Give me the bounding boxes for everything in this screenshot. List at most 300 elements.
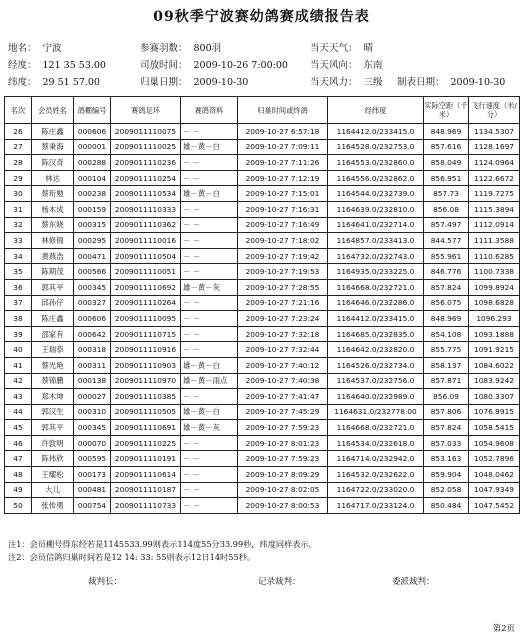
cell-arrival-time: 2009-10-27 7:23:24 [238, 311, 328, 327]
cell-distance: 856.075 [424, 295, 469, 311]
cell-member-name: 陈期茂 [32, 264, 74, 280]
cell-pigeon-info: － － [181, 264, 238, 280]
cell-arrival-time: 2009-10-27 7:41:47 [238, 389, 328, 405]
cell-member-name: 郭汉生 [32, 404, 74, 420]
cell-pigeon-info: － － [181, 389, 238, 405]
cell-loft-id: 000606 [74, 311, 111, 327]
cell-loft-id: 000345 [74, 420, 111, 436]
latitude-label: 纬度： [8, 77, 37, 88]
cell-rank: 37 [5, 295, 32, 311]
cell-distance: 844.577 [424, 233, 469, 249]
cell-speed: 1047.9349 [469, 482, 520, 498]
cell-distance: 848.969 [424, 311, 469, 327]
header-arrival-time: 归巢时间或终鸽 [238, 97, 328, 124]
cell-coordinates: 1164646.0/232286.0 [328, 295, 424, 311]
cell-member-name: 蔡秉海 [32, 139, 74, 155]
cell-rank: 35 [5, 264, 32, 280]
cell-speed: 1091.9215 [469, 342, 520, 358]
cell-arrival-time: 2009-10-27 7:59:23 [238, 420, 328, 436]
report-date-label: 制表日期： [397, 77, 445, 88]
cell-arrival-time: 2009-10-27 7:40:38 [238, 373, 328, 389]
table-row [5, 170, 520, 186]
cell-coordinates: 1164639.0/232810.0 [328, 201, 424, 217]
cell-speed: 1134.5307 [469, 124, 520, 140]
cell-pigeon-info: － － [181, 217, 238, 233]
cell-pigeon-info: 雄－黄－白 [181, 186, 238, 202]
delegate-signature-label: 委派裁判： [392, 577, 435, 587]
cell-ring-number: 2009011110691 [111, 420, 181, 436]
cell-loft-id: 000327 [74, 295, 111, 311]
recorder-signature-label: 记录裁判： [258, 577, 301, 587]
cell-rank: 39 [5, 326, 32, 342]
cell-speed: 1098.6828 [469, 295, 520, 311]
cell-pigeon-info: － － [181, 295, 238, 311]
cell-coordinates: 1164631.0/232778.00 [328, 404, 424, 420]
latitude-value: 29 51 57.00 [42, 77, 100, 88]
cell-coordinates: 1164412.0/233415.0 [328, 124, 424, 140]
release-meta [140, 57, 288, 71]
cell-arrival-time: 2009-10-27 7:18:02 [238, 233, 328, 249]
table-row [5, 295, 520, 311]
table-row [5, 186, 520, 202]
cell-arrival-time: 2009-10-27 8:02:05 [238, 482, 328, 498]
cell-rank: 28 [5, 155, 32, 171]
cell-member-name: 林修锦 [32, 233, 74, 249]
cell-coordinates: 1164642.0/232820.0 [328, 342, 424, 358]
cell-speed: 1058.5415 [469, 420, 520, 436]
cell-member-name: 大儿 [32, 482, 74, 498]
cell-arrival-time: 2009-10-27 6:57:18 [238, 124, 328, 140]
cell-coordinates: 1164857.0/233413.0 [328, 233, 424, 249]
page-number: 第2页 [492, 624, 515, 634]
cell-loft-id: 000471 [74, 248, 111, 264]
cell-coordinates: 1164935.0/233225.0 [328, 264, 424, 280]
cell-loft-id: 000070 [74, 435, 111, 451]
cell-pigeon-info: － － [181, 467, 238, 483]
header-loft-id: 鸽棚编号 [74, 97, 111, 124]
cell-speed: 1110.6285 [469, 248, 520, 264]
cell-pigeon-info: － － [181, 248, 238, 264]
wind-force-value: 三级 [363, 77, 383, 88]
cell-rank: 38 [5, 311, 32, 327]
cell-rank: 26 [5, 124, 32, 140]
table-row [5, 155, 520, 171]
cell-ring-number: 2009011110025 [111, 139, 181, 155]
cell-coordinates: 1164685.0/232835.0 [328, 326, 424, 342]
cell-speed: 1115.3894 [469, 201, 520, 217]
cell-coordinates: 1164641.0/232714.0 [328, 217, 424, 233]
table-row [5, 264, 520, 280]
table-row [5, 279, 520, 295]
wind-direction-value: 东南 [363, 60, 383, 71]
cell-arrival-time: 2009-10-27 7:19:53 [238, 264, 328, 280]
cell-pigeon-info: 雄－黄－白 [181, 139, 238, 155]
cell-loft-id: 000311 [74, 357, 111, 373]
cell-coordinates: 1164412.0/233415.0 [328, 311, 424, 327]
cell-coordinates: 1164534.0/232618.0 [328, 435, 424, 451]
wind-force-meta [310, 74, 383, 88]
cell-rank: 31 [5, 201, 32, 217]
cell-arrival-time: 2009-10-27 7:21:16 [238, 295, 328, 311]
cell-speed: 1084.6022 [469, 357, 520, 373]
cell-arrival-time: 2009-10-27 7:32:44 [238, 342, 328, 358]
cell-member-name: 王耀松 [32, 467, 74, 483]
cell-rank: 29 [5, 170, 32, 186]
cell-ring-number: 2009011110075 [111, 124, 181, 140]
cell-coordinates: 1164526.0/232734.0 [328, 357, 424, 373]
cell-coordinates: 1164544.0/232739.0 [328, 186, 424, 202]
header-rank: 名次 [5, 97, 32, 124]
cell-ring-number: 2009011110733 [111, 498, 181, 514]
cell-coordinates: 1164528.0/232753.0 [328, 139, 424, 155]
cell-loft-id: 000566 [74, 264, 111, 280]
cell-arrival-time: 2009-10-27 8:09:29 [238, 467, 328, 483]
return-date-value: 2009-10-30 [193, 77, 249, 88]
cell-loft-id: 000001 [74, 139, 111, 155]
results-table [4, 96, 520, 514]
cell-loft-id: 000754 [74, 498, 111, 514]
location-value: 宁波 [42, 43, 62, 54]
table-row [5, 451, 520, 467]
cell-arrival-time: 2009-10-27 7:16:31 [238, 201, 328, 217]
cell-member-name: 蔡珩勉 [32, 186, 74, 202]
cell-ring-number: 2009011110504 [111, 248, 181, 264]
cell-speed: 1054.9608 [469, 435, 520, 451]
cell-ring-number: 2009011110187 [111, 482, 181, 498]
cell-speed: 1047.5452 [469, 498, 520, 514]
cell-distance: 852.058 [424, 482, 469, 498]
cell-speed: 1124.0964 [469, 155, 520, 171]
cell-distance: 857.824 [424, 279, 469, 295]
cell-member-name: 张传勇 [32, 498, 74, 514]
table-row [5, 342, 520, 358]
cell-ring-number: 2009011110505 [111, 404, 181, 420]
cell-rank: 27 [5, 139, 32, 155]
cell-coordinates: 1164732.0/232743.0 [328, 248, 424, 264]
table-header-row [5, 97, 520, 124]
cell-loft-id: 000027 [74, 389, 111, 405]
cell-coordinates: 1164640.0/232989.0 [328, 389, 424, 405]
cell-speed: 1093.1888 [469, 326, 520, 342]
report-date-value: 2009-10-30 [450, 77, 506, 88]
cell-ring-number: 2009011110051 [111, 264, 181, 280]
cell-arrival-time: 2009-10-27 7:15:01 [238, 186, 328, 202]
cell-rank: 48 [5, 467, 32, 483]
cell-speed: 1080.3307 [469, 389, 520, 405]
location-label: 地名： [8, 43, 37, 54]
cell-ring-number: 2009011110264 [111, 295, 181, 311]
cell-distance: 858.049 [424, 155, 469, 171]
cell-member-name: 郭其平 [32, 279, 74, 295]
cell-distance: 846.776 [424, 264, 469, 280]
cell-ring-number: 2009011110614 [111, 467, 181, 483]
report-date-meta [397, 74, 505, 88]
cell-arrival-time: 2009-10-27 7:32:18 [238, 326, 328, 342]
cell-coordinates: 1164668.0/232721.0 [328, 420, 424, 436]
table-body [5, 124, 520, 514]
cell-ring-number: 2009011110236 [111, 155, 181, 171]
cell-speed: 1111.3588 [469, 233, 520, 249]
cell-pigeon-info: － － [181, 311, 238, 327]
cell-coordinates: 1164553.0/232860.0 [328, 155, 424, 171]
table-row [5, 357, 520, 373]
cell-member-name: 陈伟欣 [32, 451, 74, 467]
cell-arrival-time: 2009-10-27 7:59:23 [238, 451, 328, 467]
cell-speed: 1119.7275 [469, 186, 520, 202]
cell-pigeon-info: － － [181, 451, 238, 467]
cell-speed: 1122.6672 [469, 170, 520, 186]
cell-coordinates: 1164717.0/233124.0 [328, 498, 424, 514]
cell-distance: 858.137 [424, 357, 469, 373]
cell-distance: 850.484 [424, 498, 469, 514]
latitude-meta [8, 74, 100, 88]
entries-label: 参赛羽数： [140, 43, 188, 54]
cell-member-name: 邱孙仔 [32, 295, 74, 311]
cell-distance: 848.969 [424, 124, 469, 140]
cell-arrival-time: 2009-10-27 7:45:29 [238, 404, 328, 420]
cell-rank: 41 [5, 357, 32, 373]
cell-ring-number: 2009011110916 [111, 342, 181, 358]
weather-label: 当天天气： [310, 43, 358, 54]
cell-member-name: 林达 [32, 170, 74, 186]
cell-ring-number: 2009011110254 [111, 170, 181, 186]
table-row [5, 435, 520, 451]
table-row [5, 482, 520, 498]
cell-distance: 856.09 [424, 389, 469, 405]
report-title: 09秋季宁波赛幼鸽赛成绩报告表 [153, 9, 370, 25]
cell-distance: 856.951 [424, 170, 469, 186]
cell-member-name: 杨木成 [32, 201, 74, 217]
cell-pigeon-info: 雄－黄－灰 [181, 279, 238, 295]
cell-coordinates: 1164668.0/232721.0 [328, 279, 424, 295]
cell-loft-id: 000345 [74, 279, 111, 295]
note-1: 注1：会员棚号得东经若是1145533.99则表示114度55分33.99秒，纬度同样表示。 [8, 539, 317, 549]
cell-rank: 50 [5, 498, 32, 514]
cell-pigeon-info: 雄－黄－雨点 [181, 373, 238, 389]
cell-speed: 1076.9915 [469, 404, 520, 420]
cell-loft-id: 000138 [74, 373, 111, 389]
cell-pigeon-info: 雄－黄－灰 [181, 420, 238, 436]
cell-distance: 856.08 [424, 201, 469, 217]
cell-pigeon-info: － － [181, 326, 238, 342]
header-distance: 实际空距（千米） [424, 97, 469, 124]
cell-distance: 859.904 [424, 467, 469, 483]
longitude-meta [8, 57, 106, 71]
cell-rank: 49 [5, 482, 32, 498]
longitude-value: 121 35 53.00 [42, 60, 106, 71]
cell-ring-number: 2009011110715 [111, 326, 181, 342]
cell-member-name: 蔡东晓 [32, 217, 74, 233]
cell-speed: 1096.293 [469, 311, 520, 327]
cell-rank: 42 [5, 373, 32, 389]
cell-speed: 1112.0914 [469, 217, 520, 233]
cell-pigeon-info: － － [181, 201, 238, 217]
return-date-label: 归巢日期： [140, 77, 188, 88]
cell-loft-id: 000310 [74, 404, 111, 420]
cell-pigeon-info: － － [181, 342, 238, 358]
cell-ring-number: 2009011110385 [111, 389, 181, 405]
cell-rank: 32 [5, 217, 32, 233]
cell-distance: 857.806 [424, 404, 469, 420]
cell-distance: 857.73 [424, 186, 469, 202]
cell-member-name: 陈汉奇 [32, 155, 74, 171]
cell-coordinates: 1164532.0/232622.0 [328, 467, 424, 483]
weather-meta [310, 40, 373, 54]
cell-distance: 854.108 [424, 326, 469, 342]
cell-pigeon-info: － － [181, 233, 238, 249]
cell-loft-id: 000481 [74, 482, 111, 498]
return-date-meta [140, 74, 248, 88]
cell-distance: 857.824 [424, 420, 469, 436]
cell-arrival-time: 2009-10-27 8:00:53 [238, 498, 328, 514]
cell-ring-number: 2009011110362 [111, 217, 181, 233]
cell-loft-id: 000238 [74, 186, 111, 202]
cell-distance: 855.961 [424, 248, 469, 264]
cell-member-name: 黄燕浩 [32, 248, 74, 264]
cell-rank: 47 [5, 451, 32, 467]
table-row [5, 139, 520, 155]
cell-rank: 30 [5, 186, 32, 202]
cell-speed: 1099.8924 [469, 279, 520, 295]
cell-coordinates: 1164714.0/232942.0 [328, 451, 424, 467]
cell-speed: 1100.7338 [469, 264, 520, 280]
release-label: 司放时间： [140, 60, 188, 71]
cell-ring-number: 2009011110534 [111, 186, 181, 202]
cell-rank: 44 [5, 404, 32, 420]
cell-coordinates: 1164722.0/233020.0 [328, 482, 424, 498]
table-row [5, 233, 520, 249]
cell-member-name: 许敦明 [32, 435, 74, 451]
cell-pigeon-info: 雄－黄－白 [181, 404, 238, 420]
cell-arrival-time: 2009-10-27 7:28:55 [238, 279, 328, 295]
release-value: 2009-10-26 7:00:00 [193, 60, 288, 71]
cell-pigeon-info: 雄－黄－白 [181, 357, 238, 373]
cell-ring-number: 2009011110970 [111, 373, 181, 389]
table-row [5, 124, 520, 140]
header-speed: 飞行速度（米/分） [469, 97, 520, 124]
cell-speed: 1052.7896 [469, 451, 520, 467]
cell-member-name: 邵家有 [32, 326, 74, 342]
table-row [5, 389, 520, 405]
location-meta [8, 40, 62, 54]
cell-member-name: 陈庄鑫 [32, 311, 74, 327]
cell-member-name: 蔡锦鹏 [32, 373, 74, 389]
cell-pigeon-info: － － [181, 435, 238, 451]
cell-pigeon-info: － － [181, 124, 238, 140]
cell-ring-number: 2009011110692 [111, 279, 181, 295]
cell-loft-id: 000295 [74, 233, 111, 249]
cell-arrival-time: 2009-10-27 7:19:42 [238, 248, 328, 264]
cell-distance: 857.871 [424, 373, 469, 389]
cell-pigeon-info: － － [181, 498, 238, 514]
cell-rank: 46 [5, 435, 32, 451]
cell-rank: 34 [5, 248, 32, 264]
note-2: 注2：会员信鸽归巢时间若是12 14: 33: 55则表示12日14时55秒。 [8, 552, 256, 562]
cell-rank: 43 [5, 389, 32, 405]
table-row [5, 311, 520, 327]
cell-distance: 857.616 [424, 139, 469, 155]
cell-rank: 36 [5, 279, 32, 295]
cell-coordinates: 1164537.0/232756.0 [328, 373, 424, 389]
wind-direction-meta [310, 57, 383, 71]
cell-arrival-time: 2009-10-27 7:09:11 [238, 139, 328, 155]
cell-rank: 40 [5, 342, 32, 358]
cell-loft-id: 000315 [74, 217, 111, 233]
cell-rank: 33 [5, 233, 32, 249]
cell-arrival-time: 2009-10-27 7:40:12 [238, 357, 328, 373]
cell-distance: 857.033 [424, 435, 469, 451]
wind-force-label: 当天风力： [310, 77, 358, 88]
cell-ring-number: 2009011110333 [111, 201, 181, 217]
cell-member-name: 郭其平 [32, 420, 74, 436]
cell-distance: 855.775 [424, 342, 469, 358]
cell-speed: 1128.1697 [469, 139, 520, 155]
cell-arrival-time: 2009-10-27 8:01:23 [238, 435, 328, 451]
cell-speed: 1048.0462 [469, 467, 520, 483]
table-row [5, 248, 520, 264]
entries-meta [140, 40, 221, 54]
cell-distance: 853.163 [424, 451, 469, 467]
referee-signature-label: 裁判长： [88, 577, 123, 587]
table-row [5, 373, 520, 389]
cell-loft-id: 000606 [74, 124, 111, 140]
cell-coordinates: 1164556.0/232862.0 [328, 170, 424, 186]
cell-ring-number: 2009011110191 [111, 451, 181, 467]
cell-rank: 45 [5, 420, 32, 436]
cell-loft-id: 000104 [74, 170, 111, 186]
cell-loft-id: 000595 [74, 451, 111, 467]
cell-ring-number: 2009011110095 [111, 311, 181, 327]
cell-distance: 857.497 [424, 217, 469, 233]
cell-member-name: 陈庄鑫 [32, 124, 74, 140]
cell-arrival-time: 2009-10-27 7:16:49 [238, 217, 328, 233]
cell-arrival-time: 2009-10-27 7:11:26 [238, 155, 328, 171]
cell-member-name: 郑木坤 [32, 389, 74, 405]
table-row [5, 498, 520, 514]
cell-pigeon-info: － － [181, 482, 238, 498]
weather-value: 晴 [363, 43, 374, 54]
cell-loft-id: 000318 [74, 342, 111, 358]
header-ring-number: 赛鸽足环 [111, 97, 181, 124]
cell-loft-id: 000173 [74, 467, 111, 483]
entries-value: 800羽 [193, 43, 222, 54]
table-row [5, 420, 520, 436]
cell-speed: 1083.9242 [469, 373, 520, 389]
cell-pigeon-info: － － [181, 155, 238, 171]
cell-ring-number: 2009011110016 [111, 233, 181, 249]
table-row [5, 404, 520, 420]
longitude-label: 经度： [8, 60, 37, 71]
cell-loft-id: 000642 [74, 326, 111, 342]
header-pigeon-info: 赛鸽资料 [181, 97, 238, 124]
cell-loft-id: 000288 [74, 155, 111, 171]
cell-loft-id: 000159 [74, 201, 111, 217]
header-member-name: 会员姓名 [32, 97, 74, 124]
wind-direction-label: 当天风向： [310, 60, 358, 71]
table-row [5, 326, 520, 342]
table-row [5, 217, 520, 233]
table-row [5, 201, 520, 217]
cell-member-name: 蔡光艳 [32, 357, 74, 373]
cell-pigeon-info: － － [181, 170, 238, 186]
cell-arrival-time: 2009-10-27 7:12:19 [238, 170, 328, 186]
notes-block [8, 538, 317, 564]
header-coordinates: 经纬度 [328, 97, 424, 124]
cell-ring-number: 2009011110225 [111, 435, 181, 451]
table-row [5, 467, 520, 483]
cell-member-name: 王瑞恭 [32, 342, 74, 358]
cell-ring-number: 2009011110903 [111, 357, 181, 373]
